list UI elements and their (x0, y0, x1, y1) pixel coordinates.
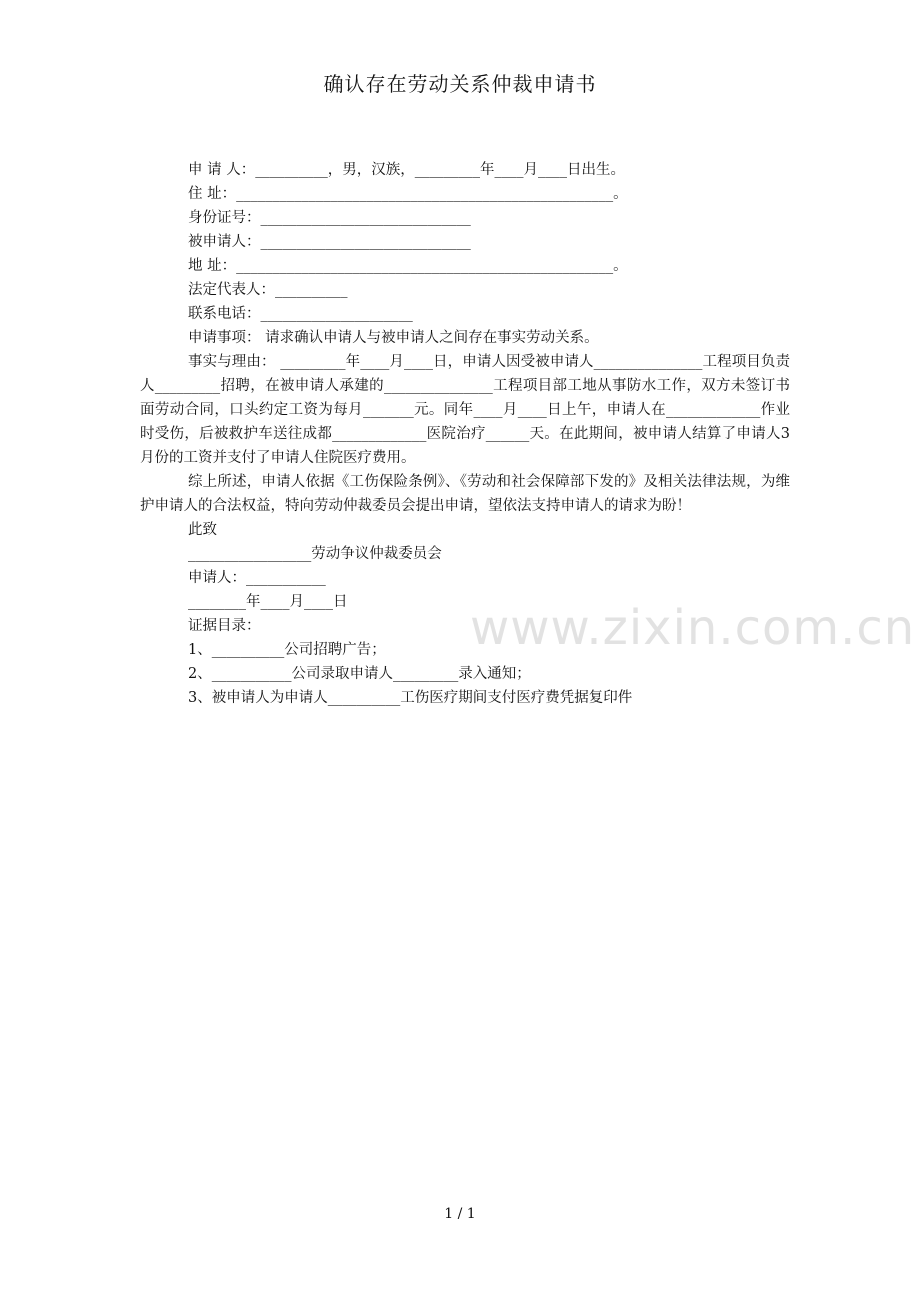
date-line: ________年____月____日 (188, 594, 348, 610)
applicant-line: 申 请 人：__________，男，汉族，_________年____月____日出生。 (188, 162, 625, 178)
evidence-item: 3、被申请人为申请人__________工伤医疗期间支付医疗费凭据复印件 (188, 690, 633, 706)
respondent-address-line: 地 址：____________________________________________________。 (188, 258, 628, 274)
committee-line: _________________劳动争议仲裁委员会 (188, 546, 442, 562)
legal-representative-line: 法定代表人：__________ (188, 282, 348, 298)
salutation: 此致 (188, 522, 217, 538)
page-number: 1 / 1 (444, 1206, 476, 1222)
request-line: 申请事项： 请求确认申请人与被申请人之间存在事实劳动关系。 (188, 330, 599, 346)
document-title: 确认存在劳动关系仲裁申请书 (323, 72, 597, 96)
respondent-line: 被申请人：_____________________________ (188, 234, 471, 250)
evidence-item: 2、___________公司录取申请人_________录入通知； (188, 666, 531, 682)
signature-line: 申请人：___________ (188, 570, 326, 586)
phone-line: 联系电话：_____________________ (188, 306, 413, 322)
evidence-heading: 证据目录： (188, 618, 261, 634)
summary-paragraph: 综上所述，申请人依据《工伤保险条例》、《劳动和社会保障部下发的》及相关法律法规，为维护申请人的合法权益，特向劳动仲裁委员会提出申请，望依法支持申请人的请求为盼！ (140, 474, 790, 514)
address-line: 住 址：____________________________________________________。 (188, 186, 628, 202)
facts-paragraph: 事实与理由： _________年____月____日，申请人因受被申请人_______________工程项目负责人_________招聘，在被申请人承建的_______________工程项目部工地从事防水工作，双方未签订书面劳动合同，口头约定工资为每月_______元。同年____月____日上午，申请人在_____________作业时受伤，后被救护车送往成都_____________医院治疗______天。在此期间，被申请人结算了申请人3月份的工资并支付了申请人住院医疗费用。 (140, 354, 790, 466)
evidence-item: 1、__________公司招聘广告； (188, 642, 386, 658)
watermark: www.zixin.com.cn (470, 600, 916, 656)
id-number-line: 身份证号：_____________________________ (188, 210, 471, 226)
